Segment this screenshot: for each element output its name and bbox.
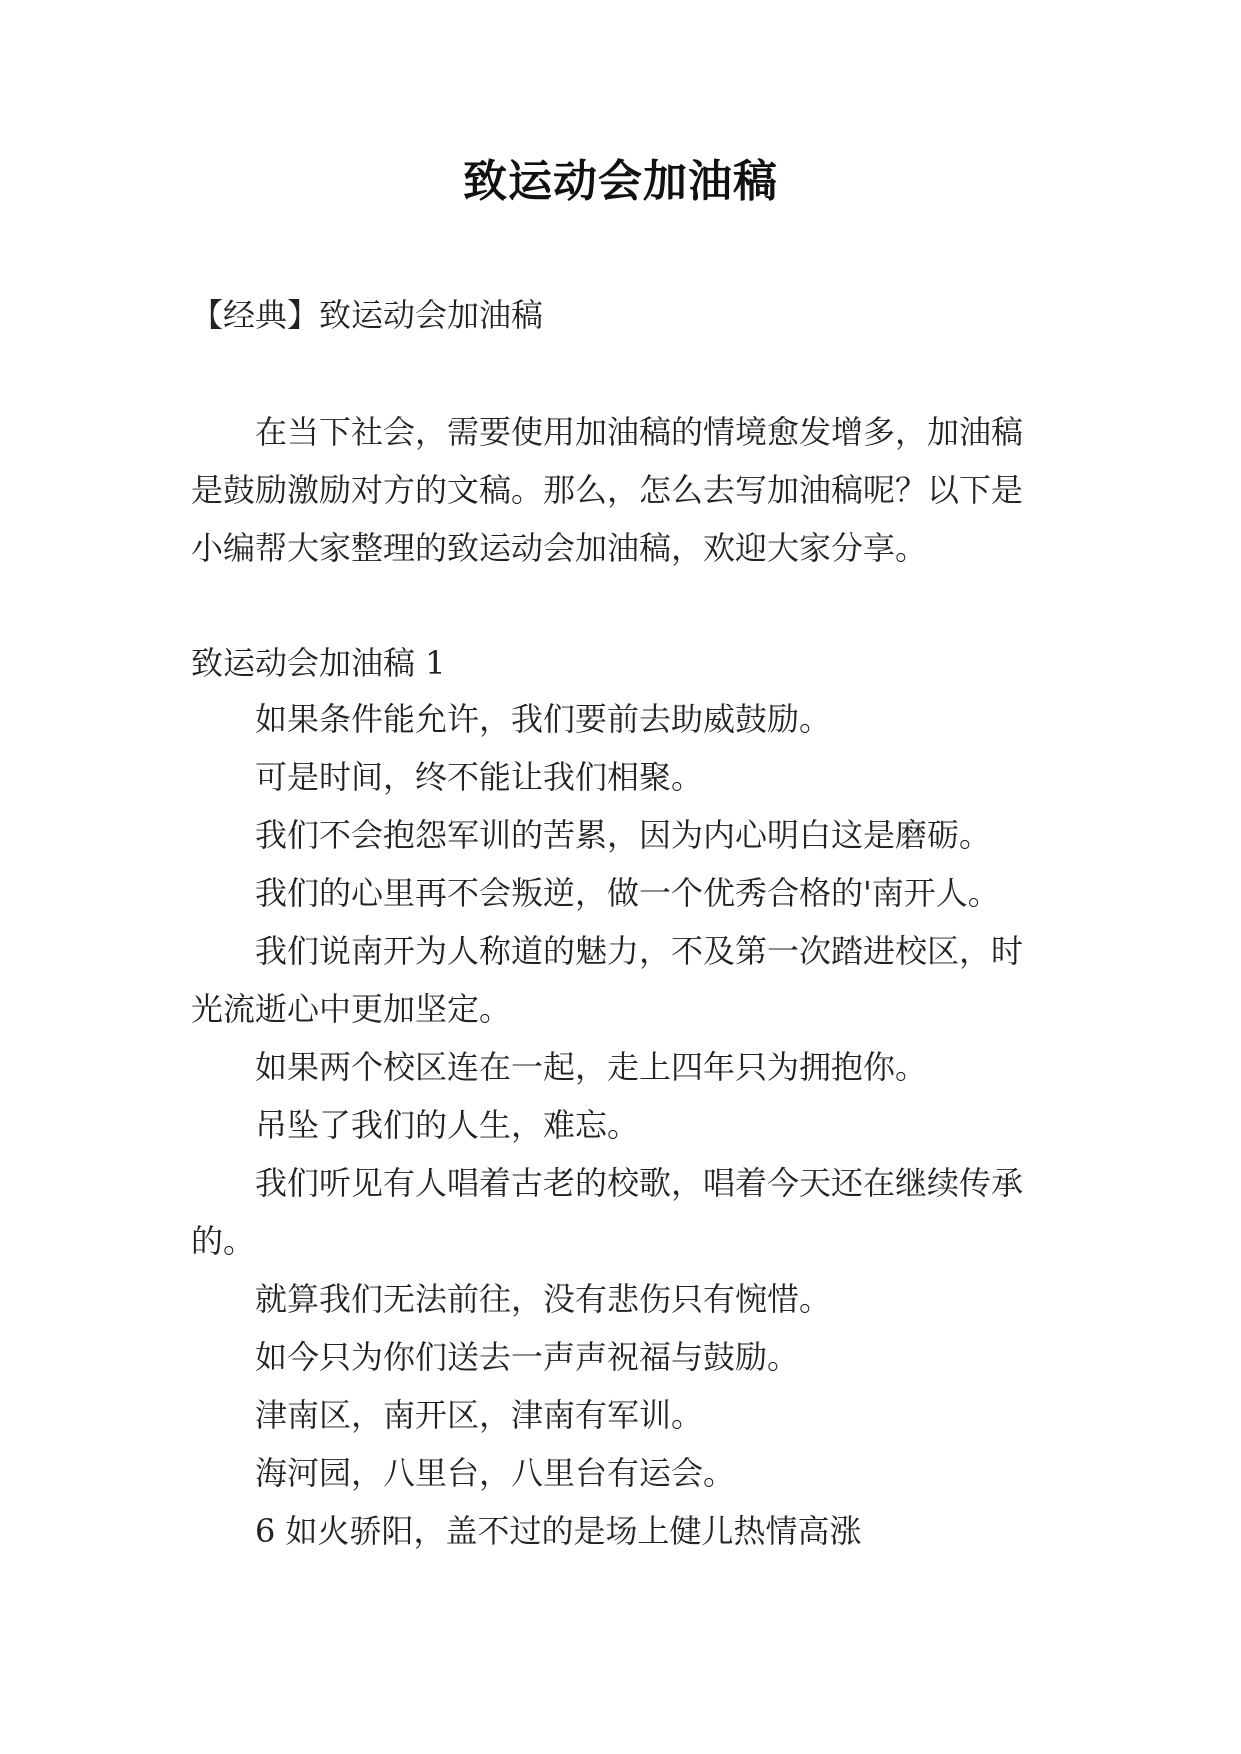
poem-line: 如果条件能允许，我们要前去助威鼓励。	[255, 700, 832, 738]
poem-line: 如果两个校区连在一起，走上四年只为拥抱你。	[255, 1048, 928, 1086]
poem-line: 我们的心里再不会叛逆，做一个优秀合格的'南开人。	[255, 874, 1000, 912]
document-title: 致运动会加油稿	[463, 156, 778, 207]
poem-line: 如今只为你们送去一声声祝福与鼓励。	[255, 1338, 800, 1376]
document-subtitle: 【经典】致运动会加油稿	[191, 296, 544, 334]
poem-line: 我们说南开为人称道的魅力，不及第一次踏进校区，时光流逝心中更加坚定。	[191, 932, 1024, 1028]
poem-line: 可是时间，终不能让我们相聚。	[255, 758, 704, 796]
poem-line: 6 如火骄阳，盖不过的是场上健儿热情高涨	[255, 1512, 862, 1550]
poem-line: 吊坠了我们的人生，难忘。	[255, 1106, 640, 1144]
poem-line: 我们听见有人唱着古老的校歌，唱着今天还在继续传承的。	[191, 1164, 1024, 1260]
poem-line: 海河园，八里台，八里台有运会。	[255, 1454, 736, 1492]
poem-line: 津南区，南开区，津南有军训。	[255, 1396, 704, 1434]
section-heading: 致运动会加油稿 1	[191, 644, 446, 682]
poem-line: 我们不会抱怨军训的苦累，因为内心明白这是磨砺。	[255, 816, 992, 854]
poem-lines	[191, 690, 1051, 1560]
intro-paragraph: 在当下社会，需要使用加油稿的情境愈发增多，加油稿是鼓励激励对方的文稿。那么，怎么去写加油稿呢？以下是小编帮大家整理的致运动会加油稿，欢迎大家分享。	[191, 413, 1024, 567]
poem-line: 就算我们无法前往，没有悲伤只有惋惜。	[255, 1280, 832, 1318]
